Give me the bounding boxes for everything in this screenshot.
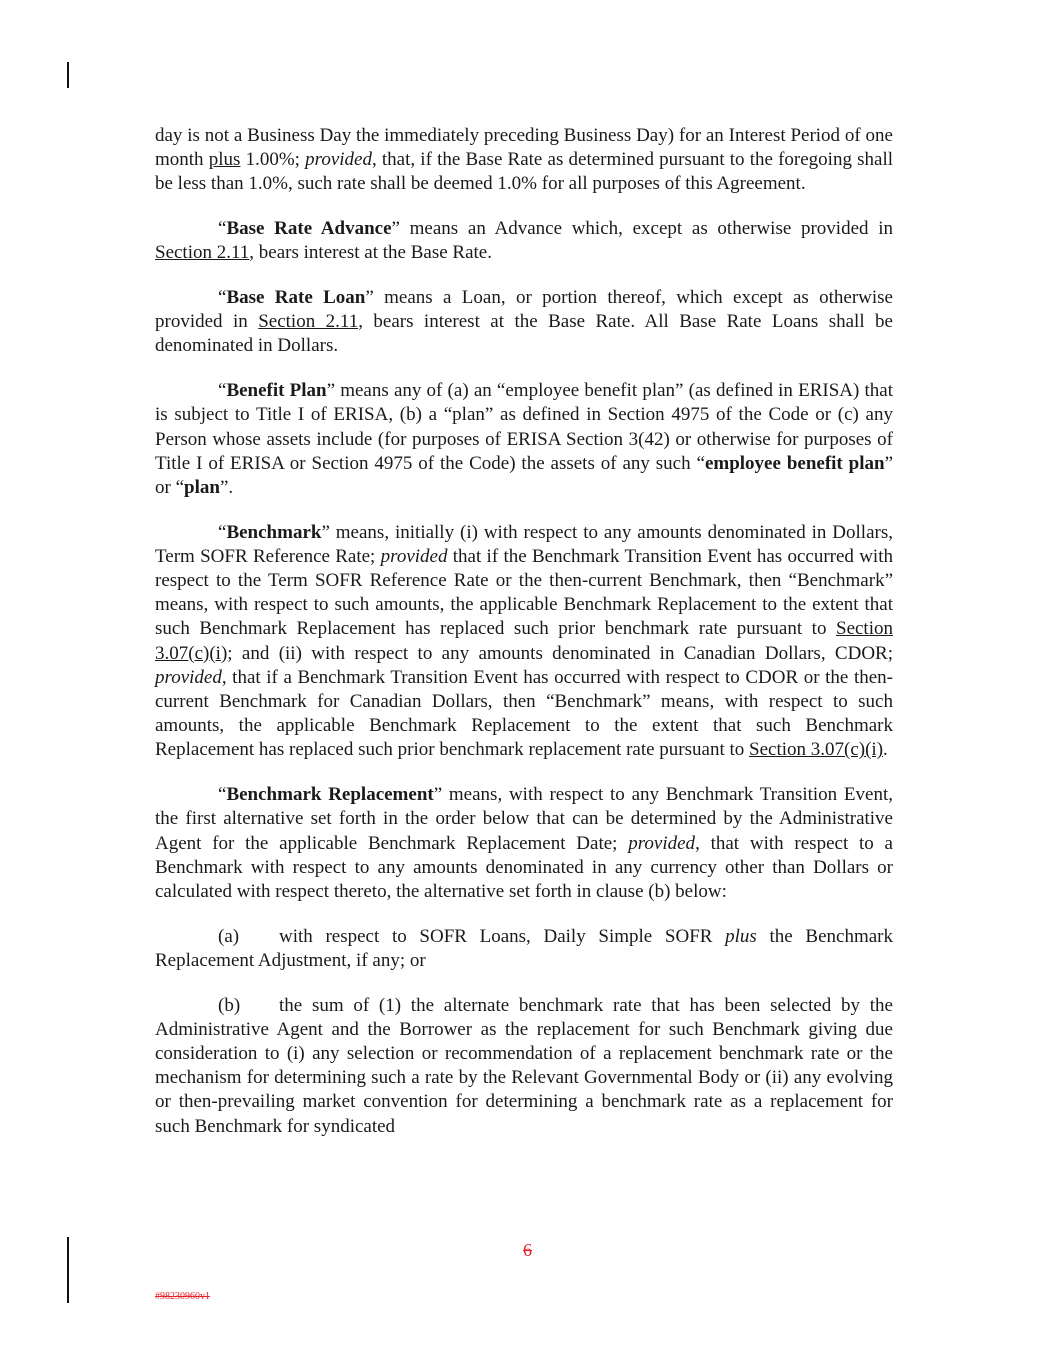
section-reference-link[interactable]: Section 2.11: [258, 311, 359, 333]
defined-term: Benchmark: [226, 521, 322, 543]
italic-text: plus: [725, 925, 757, 947]
underlined-text: plus: [208, 149, 241, 171]
section-reference-link[interactable]: Section 3.07(c)(i): [155, 618, 893, 664]
defined-term: Benefit Plan: [226, 380, 327, 402]
clause-label: (b): [218, 994, 241, 1016]
italic-text: provided: [380, 545, 448, 567]
clause-b: (b) the sum of (1) the alternate benchmark rate that has been selected by the Administrative Agent and the Borrower as the replacement for such Benchmark giving due consideration to (i) any selection or recommendation of a replacement benchmark rate or the mechanism for determining such a rate by the Relevant Governmental Body or (ii) any evolving or then-prevailing market convention for determining a benchmark rate as a replacement for such Benchmark for syndicated: [155, 994, 893, 1137]
paragraph-base-rate-continuation: day is not a Business Day the immediately preceding Business Day) for an Interest Period of one month plus 1.00%; provided, that, if the Base Rate as determined pursuant to the foregoing shall be less than 1.0%, such rate shall be deemed 1.0% for all purposes of this Agreement.: [155, 125, 894, 195]
definition-base-rate-advance: “Base Rate Advance” means an Advance which, except as otherwise provided in Section 2.11, bears interest at the Base Rate.: [155, 218, 894, 264]
defined-term: Base Rate Advance: [226, 218, 392, 240]
clause-label: (a): [218, 925, 240, 947]
document-id: #98230960v1: [155, 1291, 210, 1302]
definition-benchmark-replacement: “Benchmark Replacement” means, with respect to any Benchmark Transition Event, the first alternative set forth in the order below that can be determined by the Administrative Agent for the applicable Benchmark Replacement Date; provided, that with respect to a Benchmark with respect to any amounts denominated in any currency other than Dollars or calculated with respect thereto, the alternative set forth in clause (b) below:: [155, 784, 893, 902]
document-body: [155, 124, 893, 1159]
change-bar-top: [67, 62, 69, 88]
section-reference-link[interactable]: Section 3.07(c)(i): [749, 739, 884, 761]
bold-text: plan: [184, 476, 220, 498]
section-reference-link[interactable]: Section 2.11: [155, 242, 250, 264]
italic-text: provided: [305, 149, 372, 171]
defined-term: Base Rate Loan: [226, 287, 366, 309]
italic-text: provided: [155, 666, 222, 688]
definition-base-rate-loan: “Base Rate Loan” means a Loan, or portion thereof, which except as otherwise provided in Section 2.11, bears interest at the Base Rate. All Base Rate Loans shall be denominated in Dollars.: [155, 287, 893, 357]
italic-text: provided: [628, 832, 696, 854]
bold-text: employee benefit plan: [704, 452, 885, 474]
defined-term: Benchmark Replacement: [226, 784, 434, 806]
clause-a: (a) with respect to SOFR Loans, Daily Simple SOFR plus the Benchmark Replacement Adjustment, if any; or: [155, 925, 893, 971]
definition-benefit-plan: “Benefit Plan” means any of (a) an “employee benefit plan” (as defined in ERISA) that is subject to Title I of ERISA, (b) a “plan” as defined in Section 4975 of the Code or (c) any Person whose assets include (for purposes of ERISA Section 3(42) or otherwise for purposes of Title I of ERISA or Section 4975 of the Code) the assets of any such “employee benefit plan” or “plan”.: [155, 380, 893, 498]
page-number: 6: [523, 1240, 532, 1260]
definition-benchmark: “Benchmark” means, initially (i) with respect to any amounts denominated in Dollars, Term SOFR Reference Rate; provided that if the Benchmark Transition Event has occurred with respect to the Term SOFR Reference Rate or the then-current Benchmark, then “Benchmark” means, with respect to such amounts, the applicable Benchmark Replacement to the extent that such Benchmark Replacement has replaced such prior benchmark rate pursuant to Section 3.07(c)(i); and (ii) with respect to any amounts denominated in Canadian Dollars, CDOR; provided, that if a Benchmark Transition Event has occurred with respect to CDOR or the then-current Benchmark for Canadian Dollars, then “Benchmark” means, with respect to such amounts, the applicable Benchmark Replacement to the extent that such Benchmark Replacement has replaced such prior benchmark replacement rate pursuant to Section 3.07(c)(i).: [155, 521, 893, 761]
